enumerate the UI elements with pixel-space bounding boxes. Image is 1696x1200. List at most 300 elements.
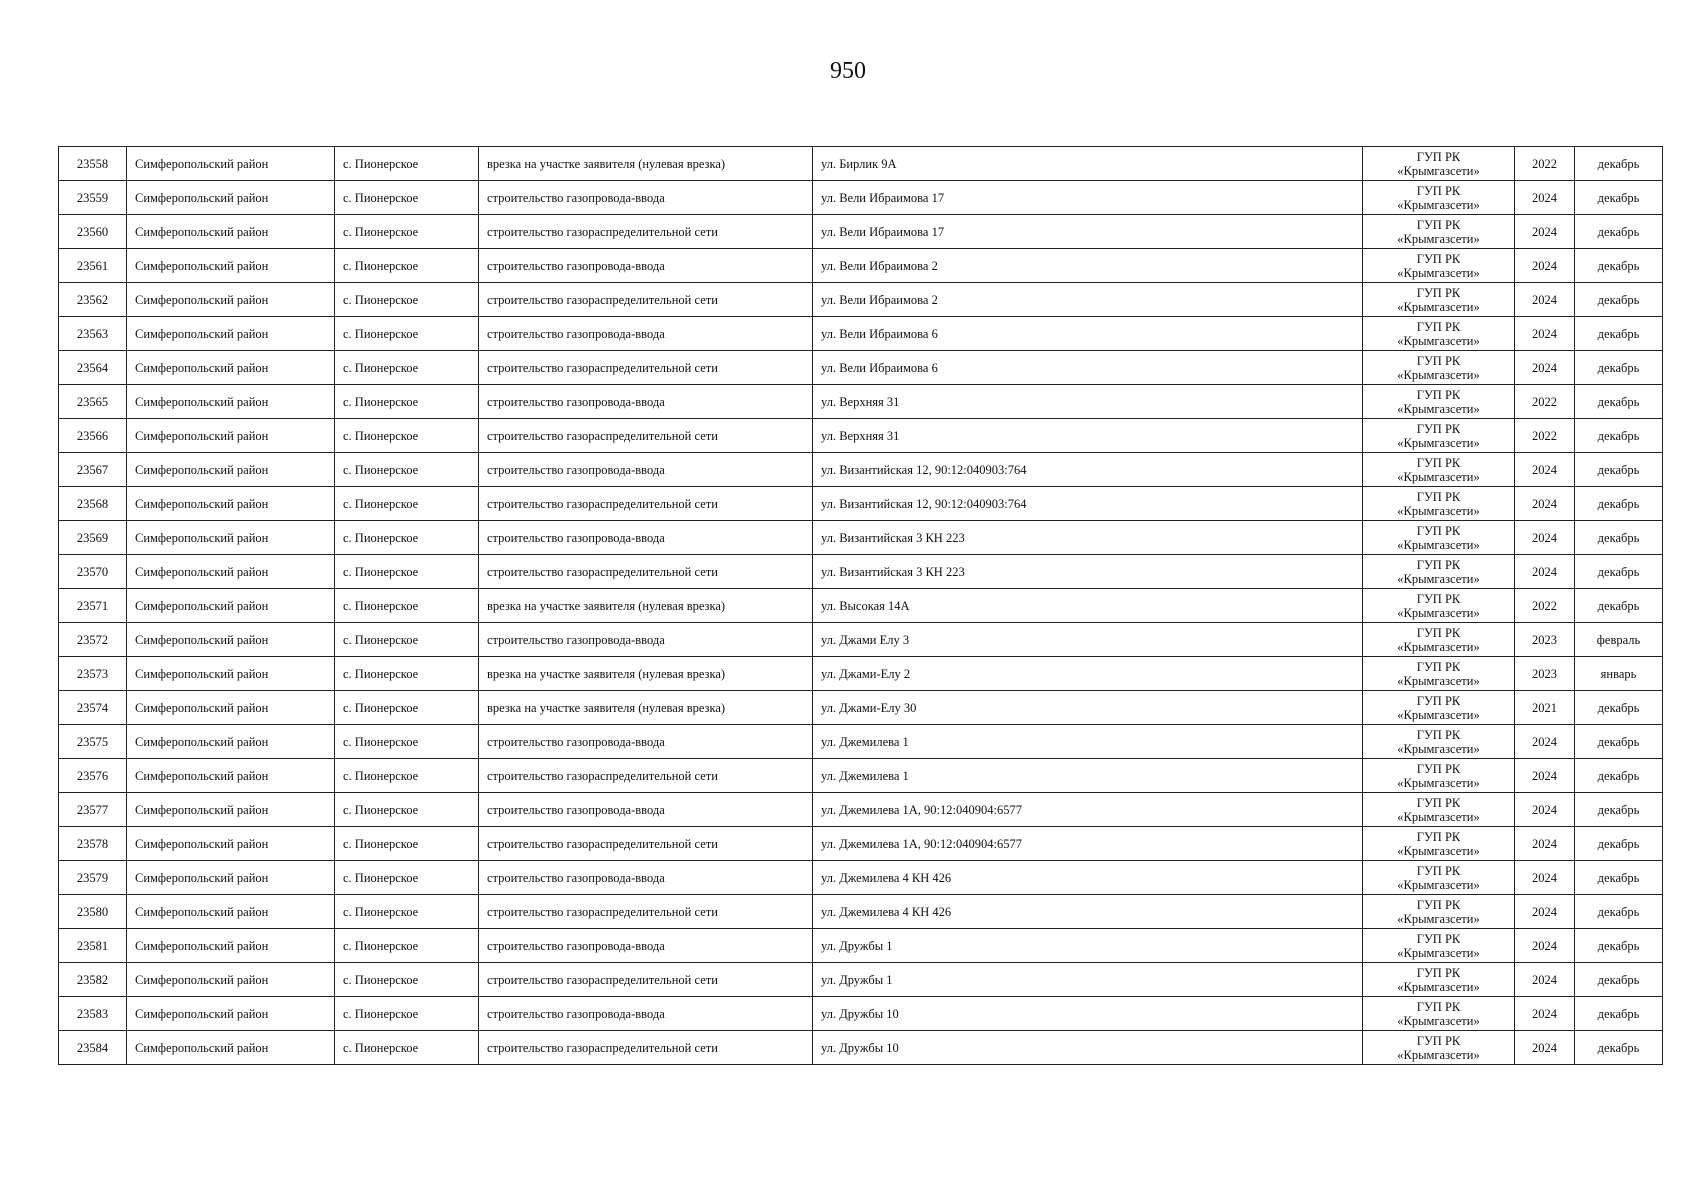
cell-month: декабрь xyxy=(1575,147,1663,181)
cell-district: Симферопольский район xyxy=(127,249,335,283)
cell-organization xyxy=(1363,147,1515,181)
cell-district: Симферопольский район xyxy=(127,793,335,827)
cell-year: 2024 xyxy=(1515,351,1575,385)
cell-district: Симферопольский район xyxy=(127,215,335,249)
cell-settlement: с. Пионерское xyxy=(335,385,479,419)
cell-month: декабрь xyxy=(1575,487,1663,521)
cell-year: 2023 xyxy=(1515,623,1575,657)
cell-work-type: строительство газопровода-ввода xyxy=(479,317,813,351)
organization-type: ГУП РК xyxy=(1416,489,1461,504)
cell-month: декабрь xyxy=(1575,861,1663,895)
organization-type: ГУП РК xyxy=(1416,387,1461,402)
organization-name: «Крымгазсети» xyxy=(1397,435,1480,450)
cell-address: ул. Вели Ибраимова 6 xyxy=(813,351,1363,385)
organization-name: «Крымгазсети» xyxy=(1397,197,1480,212)
cell-settlement: с. Пионерское xyxy=(335,725,479,759)
organization-name: «Крымгазсети» xyxy=(1397,299,1480,314)
cell-district: Симферопольский район xyxy=(127,521,335,555)
table-row xyxy=(59,521,1663,555)
cell-work-type: строительство газопровода-ввода xyxy=(479,385,813,419)
table-row xyxy=(59,793,1663,827)
cell-work-type: строительство газораспределительной сети xyxy=(479,215,813,249)
organization-name: «Крымгазсети» xyxy=(1397,333,1480,348)
table-row xyxy=(59,725,1663,759)
cell-organization xyxy=(1363,997,1515,1031)
cell-work-type: строительство газопровода-ввода xyxy=(479,623,813,657)
organization-type: ГУП РК xyxy=(1416,965,1461,980)
cell-year: 2024 xyxy=(1515,181,1575,215)
cell-month: декабрь xyxy=(1575,351,1663,385)
cell-number: 23577 xyxy=(59,793,127,827)
table-row xyxy=(59,317,1663,351)
cell-settlement: с. Пионерское xyxy=(335,181,479,215)
cell-year: 2022 xyxy=(1515,419,1575,453)
table-row xyxy=(59,147,1663,181)
organization-type: ГУП РК xyxy=(1416,795,1461,810)
cell-number: 23579 xyxy=(59,861,127,895)
cell-organization xyxy=(1363,317,1515,351)
organization-type: ГУП РК xyxy=(1416,591,1461,606)
cell-number: 23562 xyxy=(59,283,127,317)
cell-month: декабрь xyxy=(1575,725,1663,759)
cell-district: Симферопольский район xyxy=(127,385,335,419)
cell-address: ул. Дружбы 10 xyxy=(813,1031,1363,1065)
cell-work-type: строительство газопровода-ввода xyxy=(479,929,813,963)
cell-settlement: с. Пионерское xyxy=(335,147,479,181)
cell-number: 23569 xyxy=(59,521,127,555)
cell-year: 2024 xyxy=(1515,861,1575,895)
cell-settlement: с. Пионерское xyxy=(335,351,479,385)
cell-month: декабрь xyxy=(1575,1031,1663,1065)
cell-month: декабрь xyxy=(1575,963,1663,997)
cell-address: ул. Вели Ибраимова 17 xyxy=(813,181,1363,215)
cell-organization xyxy=(1363,691,1515,725)
organization-type: ГУП РК xyxy=(1416,829,1461,844)
organization-name: «Крымгазсети» xyxy=(1397,1013,1480,1028)
cell-year: 2024 xyxy=(1515,827,1575,861)
cell-number: 23559 xyxy=(59,181,127,215)
cell-month: декабрь xyxy=(1575,385,1663,419)
cell-organization xyxy=(1363,589,1515,623)
cell-organization xyxy=(1363,963,1515,997)
cell-work-type: строительство газораспределительной сети xyxy=(479,419,813,453)
cell-district: Симферопольский район xyxy=(127,623,335,657)
table-row xyxy=(59,181,1663,215)
cell-month: декабрь xyxy=(1575,215,1663,249)
cell-number: 23575 xyxy=(59,725,127,759)
cell-district: Симферопольский район xyxy=(127,861,335,895)
cell-settlement: с. Пионерское xyxy=(335,215,479,249)
cell-organization xyxy=(1363,827,1515,861)
cell-settlement: с. Пионерское xyxy=(335,589,479,623)
organization-type: ГУП РК xyxy=(1416,659,1461,674)
cell-work-type: строительство газораспределительной сети xyxy=(479,895,813,929)
cell-number: 23558 xyxy=(59,147,127,181)
table-row xyxy=(59,215,1663,249)
cell-settlement: с. Пионерское xyxy=(335,895,479,929)
organization-type: ГУП РК xyxy=(1416,693,1461,708)
cell-year: 2024 xyxy=(1515,997,1575,1031)
cell-number: 23564 xyxy=(59,351,127,385)
table-row xyxy=(59,283,1663,317)
table-row xyxy=(59,929,1663,963)
cell-organization xyxy=(1363,759,1515,793)
cell-organization xyxy=(1363,283,1515,317)
cell-number: 23571 xyxy=(59,589,127,623)
cell-district: Симферопольский район xyxy=(127,759,335,793)
cell-address: ул. Джами Елу 3 xyxy=(813,623,1363,657)
cell-district: Симферопольский район xyxy=(127,963,335,997)
cell-work-type: строительство газопровода-ввода xyxy=(479,249,813,283)
cell-work-type: строительство газораспределительной сети xyxy=(479,555,813,589)
cell-number: 23568 xyxy=(59,487,127,521)
cell-number: 23567 xyxy=(59,453,127,487)
cell-year: 2024 xyxy=(1515,317,1575,351)
cell-address: ул. Вели Ибраимова 6 xyxy=(813,317,1363,351)
cell-settlement: с. Пионерское xyxy=(335,997,479,1031)
cell-settlement: с. Пионерское xyxy=(335,555,479,589)
cell-year: 2022 xyxy=(1515,147,1575,181)
table-row xyxy=(59,895,1663,929)
cell-district: Симферопольский район xyxy=(127,589,335,623)
table-row xyxy=(59,589,1663,623)
organization-name: «Крымгазсети» xyxy=(1397,605,1480,620)
cell-year: 2024 xyxy=(1515,215,1575,249)
cell-work-type: врезка на участке заявителя (нулевая врезка) xyxy=(479,147,813,181)
cell-year: 2022 xyxy=(1515,385,1575,419)
cell-year: 2024 xyxy=(1515,963,1575,997)
organization-type: ГУП РК xyxy=(1416,931,1461,946)
cell-month: февраль xyxy=(1575,623,1663,657)
cell-work-type: строительство газораспределительной сети xyxy=(479,487,813,521)
cell-address: ул. Византийская 12, 90:12:040903:764 xyxy=(813,453,1363,487)
table-row xyxy=(59,1031,1663,1065)
cell-number: 23561 xyxy=(59,249,127,283)
cell-work-type: строительство газопровода-ввода xyxy=(479,521,813,555)
cell-settlement: с. Пионерское xyxy=(335,929,479,963)
cell-organization xyxy=(1363,793,1515,827)
organization-name: «Крымгазсети» xyxy=(1397,503,1480,518)
cell-organization xyxy=(1363,555,1515,589)
cell-month: декабрь xyxy=(1575,317,1663,351)
cell-settlement: с. Пионерское xyxy=(335,487,479,521)
cell-settlement: с. Пионерское xyxy=(335,521,479,555)
cell-district: Симферопольский район xyxy=(127,1031,335,1065)
cell-address: ул. Вели Ибраимова 2 xyxy=(813,249,1363,283)
cell-month: декабрь xyxy=(1575,929,1663,963)
cell-settlement: с. Пионерское xyxy=(335,453,479,487)
cell-district: Симферопольский район xyxy=(127,997,335,1031)
cell-number: 23573 xyxy=(59,657,127,691)
page-number: 950 xyxy=(830,58,866,84)
table-row xyxy=(59,657,1663,691)
cell-address: ул. Джемилева 4 КН 426 xyxy=(813,895,1363,929)
organization-name: «Крымгазсети» xyxy=(1397,979,1480,994)
table-row xyxy=(59,249,1663,283)
cell-number: 23566 xyxy=(59,419,127,453)
organization-name: «Крымгазсети» xyxy=(1397,843,1480,858)
organization-name: «Крымгазсети» xyxy=(1397,537,1480,552)
cell-year: 2024 xyxy=(1515,249,1575,283)
cell-number: 23574 xyxy=(59,691,127,725)
cell-year: 2024 xyxy=(1515,283,1575,317)
cell-year: 2023 xyxy=(1515,657,1575,691)
cell-address: ул. Византийская 3 КН 223 xyxy=(813,521,1363,555)
cell-organization xyxy=(1363,895,1515,929)
organization-type: ГУП РК xyxy=(1416,557,1461,572)
organization-type: ГУП РК xyxy=(1416,863,1461,878)
cell-address: ул. Дружбы 1 xyxy=(813,929,1363,963)
organization-type: ГУП РК xyxy=(1416,523,1461,538)
cell-organization xyxy=(1363,929,1515,963)
cell-year: 2024 xyxy=(1515,725,1575,759)
cell-organization xyxy=(1363,385,1515,419)
cell-number: 23572 xyxy=(59,623,127,657)
table-row xyxy=(59,691,1663,725)
cell-month: декабрь xyxy=(1575,283,1663,317)
table-row xyxy=(59,419,1663,453)
cell-settlement: с. Пионерское xyxy=(335,1031,479,1065)
cell-year: 2024 xyxy=(1515,759,1575,793)
cell-year: 2024 xyxy=(1515,487,1575,521)
organization-type: ГУП РК xyxy=(1416,1033,1461,1048)
cell-district: Симферопольский район xyxy=(127,283,335,317)
cell-settlement: с. Пионерское xyxy=(335,793,479,827)
cell-month: декабрь xyxy=(1575,827,1663,861)
table-body xyxy=(59,147,1663,1065)
cell-address: ул. Джемилева 1А, 90:12:040904:6577 xyxy=(813,793,1363,827)
cell-organization xyxy=(1363,487,1515,521)
cell-settlement: с. Пионерское xyxy=(335,249,479,283)
cell-address: ул. Вели Ибраимова 2 xyxy=(813,283,1363,317)
cell-district: Симферопольский район xyxy=(127,419,335,453)
cell-settlement: с. Пионерское xyxy=(335,283,479,317)
cell-district: Симферопольский район xyxy=(127,181,335,215)
organization-type: ГУП РК xyxy=(1416,217,1461,232)
organization-type: ГУП РК xyxy=(1416,251,1461,266)
cell-month: декабрь xyxy=(1575,895,1663,929)
cell-settlement: с. Пионерское xyxy=(335,317,479,351)
organization-type: ГУП РК xyxy=(1416,319,1461,334)
cell-address: ул. Высокая 14А xyxy=(813,589,1363,623)
cell-address: ул. Джемилева 1 xyxy=(813,725,1363,759)
cell-settlement: с. Пионерское xyxy=(335,759,479,793)
cell-work-type: врезка на участке заявителя (нулевая врезка) xyxy=(479,589,813,623)
cell-organization xyxy=(1363,181,1515,215)
cell-organization xyxy=(1363,521,1515,555)
cell-month: январь xyxy=(1575,657,1663,691)
cell-address: ул. Джемилева 1 xyxy=(813,759,1363,793)
cell-organization xyxy=(1363,623,1515,657)
organization-type: ГУП РК xyxy=(1416,353,1461,368)
cell-settlement: с. Пионерское xyxy=(335,691,479,725)
organization-type: ГУП РК xyxy=(1416,421,1461,436)
cell-number: 23560 xyxy=(59,215,127,249)
cell-work-type: строительство газопровода-ввода xyxy=(479,997,813,1031)
organization-name: «Крымгазсети» xyxy=(1397,945,1480,960)
cell-work-type: строительство газораспределительной сети xyxy=(479,351,813,385)
cell-month: декабрь xyxy=(1575,759,1663,793)
cell-month: декабрь xyxy=(1575,997,1663,1031)
cell-work-type: строительство газопровода-ввода xyxy=(479,861,813,895)
cell-district: Симферопольский район xyxy=(127,453,335,487)
organization-type: ГУП РК xyxy=(1416,727,1461,742)
cell-district: Симферопольский район xyxy=(127,147,335,181)
cell-month: декабрь xyxy=(1575,453,1663,487)
cell-district: Симферопольский район xyxy=(127,929,335,963)
cell-month: декабрь xyxy=(1575,419,1663,453)
cell-month: декабрь xyxy=(1575,555,1663,589)
cell-address: ул. Джемилева 4 КН 426 xyxy=(813,861,1363,895)
cell-address: ул. Джемилева 1А, 90:12:040904:6577 xyxy=(813,827,1363,861)
cell-address: ул. Византийская 12, 90:12:040903:764 xyxy=(813,487,1363,521)
cell-address: ул. Джами-Елу 2 xyxy=(813,657,1363,691)
cell-address: ул. Верхняя 31 xyxy=(813,419,1363,453)
cell-work-type: строительство газораспределительной сети xyxy=(479,963,813,997)
cell-address: ул. Дружбы 10 xyxy=(813,997,1363,1031)
cell-work-type: врезка на участке заявителя (нулевая врезка) xyxy=(479,657,813,691)
cell-number: 23584 xyxy=(59,1031,127,1065)
table-row xyxy=(59,997,1663,1031)
cell-work-type: строительство газораспределительной сети xyxy=(479,759,813,793)
organization-name: «Крымгазсети» xyxy=(1397,469,1480,484)
cell-organization xyxy=(1363,419,1515,453)
cell-district: Симферопольский район xyxy=(127,487,335,521)
cell-work-type: врезка на участке заявителя (нулевая врезка) xyxy=(479,691,813,725)
cell-year: 2024 xyxy=(1515,555,1575,589)
organization-name: «Крымгазсети» xyxy=(1397,775,1480,790)
cell-district: Симферопольский район xyxy=(127,827,335,861)
cell-year: 2022 xyxy=(1515,589,1575,623)
cell-address: ул. Дружбы 1 xyxy=(813,963,1363,997)
cell-work-type: строительство газопровода-ввода xyxy=(479,453,813,487)
cell-address: ул. Бирлик 9А xyxy=(813,147,1363,181)
organization-name: «Крымгазсети» xyxy=(1397,639,1480,654)
cell-organization xyxy=(1363,725,1515,759)
table-row xyxy=(59,385,1663,419)
organization-type: ГУП РК xyxy=(1416,455,1461,470)
organization-type: ГУП РК xyxy=(1416,625,1461,640)
cell-work-type: строительство газопровода-ввода xyxy=(479,181,813,215)
cell-settlement: с. Пионерское xyxy=(335,827,479,861)
organization-type: ГУП РК xyxy=(1416,999,1461,1014)
cell-number: 23580 xyxy=(59,895,127,929)
cell-month: декабрь xyxy=(1575,589,1663,623)
organization-name: «Крымгазсети» xyxy=(1397,571,1480,586)
organization-name: «Крымгазсети» xyxy=(1397,707,1480,722)
cell-address: ул. Джами-Елу 30 xyxy=(813,691,1363,725)
table-row xyxy=(59,351,1663,385)
organization-name: «Крымгазсети» xyxy=(1397,163,1480,178)
organization-name: «Крымгазсети» xyxy=(1397,401,1480,416)
cell-year: 2024 xyxy=(1515,521,1575,555)
table-row xyxy=(59,555,1663,589)
registry-table xyxy=(58,146,1663,1065)
cell-number: 23583 xyxy=(59,997,127,1031)
table-row xyxy=(59,453,1663,487)
cell-settlement: с. Пионерское xyxy=(335,861,479,895)
organization-name: «Крымгазсети» xyxy=(1397,741,1480,756)
organization-name: «Крымгазсети» xyxy=(1397,911,1480,926)
cell-work-type: строительство газопровода-ввода xyxy=(479,793,813,827)
cell-number: 23578 xyxy=(59,827,127,861)
cell-year: 2024 xyxy=(1515,929,1575,963)
organization-name: «Крымгазсети» xyxy=(1397,1047,1480,1062)
cell-number: 23565 xyxy=(59,385,127,419)
cell-settlement: с. Пионерское xyxy=(335,419,479,453)
table-row xyxy=(59,861,1663,895)
organization-type: ГУП РК xyxy=(1416,285,1461,300)
cell-year: 2021 xyxy=(1515,691,1575,725)
cell-number: 23570 xyxy=(59,555,127,589)
table-row xyxy=(59,963,1663,997)
cell-organization xyxy=(1363,657,1515,691)
cell-settlement: с. Пионерское xyxy=(335,657,479,691)
cell-district: Симферопольский район xyxy=(127,895,335,929)
table-row xyxy=(59,759,1663,793)
organization-type: ГУП РК xyxy=(1416,149,1461,164)
cell-district: Симферопольский район xyxy=(127,691,335,725)
cell-month: декабрь xyxy=(1575,249,1663,283)
cell-district: Симферопольский район xyxy=(127,555,335,589)
cell-month: декабрь xyxy=(1575,181,1663,215)
cell-district: Симферопольский район xyxy=(127,725,335,759)
organization-name: «Крымгазсети» xyxy=(1397,265,1480,280)
cell-month: декабрь xyxy=(1575,691,1663,725)
cell-year: 2024 xyxy=(1515,895,1575,929)
cell-number: 23581 xyxy=(59,929,127,963)
organization-name: «Крымгазсети» xyxy=(1397,809,1480,824)
cell-work-type: строительство газораспределительной сети xyxy=(479,827,813,861)
cell-district: Симферопольский район xyxy=(127,351,335,385)
organization-name: «Крымгазсети» xyxy=(1397,367,1480,382)
organization-name: «Крымгазсети» xyxy=(1397,673,1480,688)
table-row xyxy=(59,827,1663,861)
cell-number: 23563 xyxy=(59,317,127,351)
cell-number: 23576 xyxy=(59,759,127,793)
cell-organization xyxy=(1363,861,1515,895)
cell-month: декабрь xyxy=(1575,793,1663,827)
cell-organization xyxy=(1363,453,1515,487)
organization-name: «Крымгазсети» xyxy=(1397,877,1480,892)
cell-address: ул. Вели Ибраимова 17 xyxy=(813,215,1363,249)
cell-district: Симферопольский район xyxy=(127,657,335,691)
cell-number: 23582 xyxy=(59,963,127,997)
organization-name: «Крымгазсети» xyxy=(1397,231,1480,246)
cell-address: ул. Византийская 3 КН 223 xyxy=(813,555,1363,589)
cell-work-type: строительство газопровода-ввода xyxy=(479,725,813,759)
cell-year: 2024 xyxy=(1515,1031,1575,1065)
cell-year: 2024 xyxy=(1515,453,1575,487)
table-row xyxy=(59,623,1663,657)
cell-month: декабрь xyxy=(1575,521,1663,555)
cell-work-type: строительство газораспределительной сети xyxy=(479,1031,813,1065)
cell-organization xyxy=(1363,215,1515,249)
table-row xyxy=(59,487,1663,521)
cell-settlement: с. Пионерское xyxy=(335,623,479,657)
cell-address: ул. Верхняя 31 xyxy=(813,385,1363,419)
cell-year: 2024 xyxy=(1515,793,1575,827)
cell-organization xyxy=(1363,1031,1515,1065)
cell-district: Симферопольский район xyxy=(127,317,335,351)
cell-organization xyxy=(1363,249,1515,283)
organization-type: ГУП РК xyxy=(1416,761,1461,776)
cell-settlement: с. Пионерское xyxy=(335,963,479,997)
cell-organization xyxy=(1363,351,1515,385)
organization-type: ГУП РК xyxy=(1416,183,1461,198)
cell-work-type: строительство газораспределительной сети xyxy=(479,283,813,317)
organization-type: ГУП РК xyxy=(1416,897,1461,912)
